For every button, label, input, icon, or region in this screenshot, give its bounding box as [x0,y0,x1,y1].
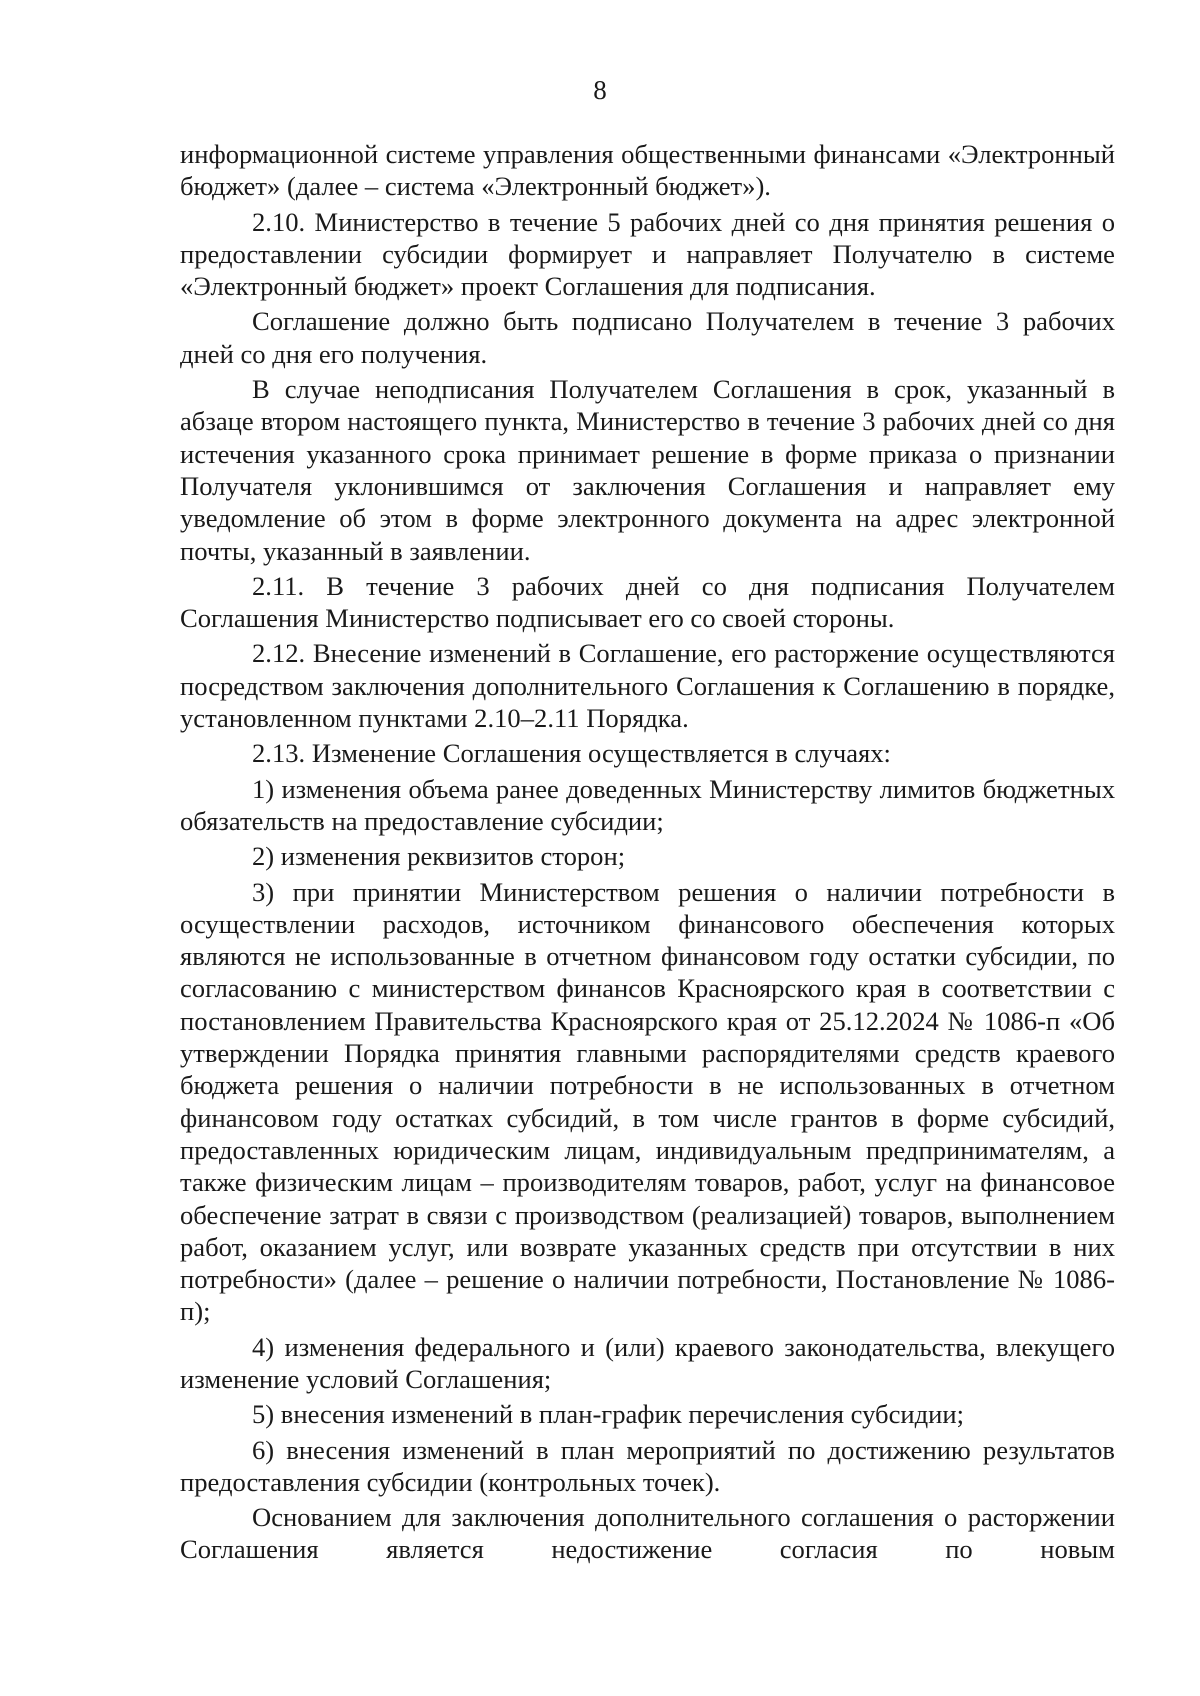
paragraph-termination-basis: Основанием для заключения дополнительного соглашения о расторжении Соглашения является недостижение согласия по новым [180,1502,1115,1565]
list-item-1: 1) изменения объема ранее доведенных Министерству лимитов бюджетных обязательств на предоставление субсидии; [180,773,1115,836]
paragraph-system-name: информационной системе управления общественными финансами «Электронный бюджет» (далее – система «Электронный бюджет»). [180,139,1115,202]
page-number: 8 [593,75,607,105]
list-item-5: 5) внесения изменений в план-график перечисления субсидии; [252,1399,964,1430]
list-item-3: 3) при принятии Министерством решения о наличии потребности в осуществлении расходов, источником финансового обеспечения которых являются не использованные в отчетном финансовом году остатки субсидии, по согласованию с министерством финансов Красноярского края в соответствии с постановлением Правительства Красноярского края от 25.12.2024 № 1086-п «Об утверждении Порядка принятия главными распорядителями средств краевого бюджета решения о наличии потребности в не использованных в отчетном финансовом году остатках субсидий, в том числе грантов в форме субсидий, предоставленных юридическим лицам, индивидуальным предпринимателям, а также физическим лицам – производителям товаров, работ, услуг на финансовое обеспечение затрат в связи с производством (реализацией) товаров, выполнением работ, оказанием услуг, или возврате указанных средств при отсутствии в них потребности» (далее – решение о наличии потребности, Постановление № 1086-п); [180,876,1115,1327]
paragraph-2-12: 2.12. Внесение изменений в Соглашение, его расторжение осуществляются посредством заключения дополнительного Соглашения к Соглашению в порядке, установленном пунктами 2.10–2.11 Порядка. [180,638,1115,734]
paragraph-signing-term: Соглашение должно быть подписано Получателем в течение 3 рабочих дней со дня его получения. [180,306,1115,369]
paragraph-2-13: 2.13. Изменение Соглашения осуществляется в случаях: [252,738,891,769]
list-item-6: 6) внесения изменений в план мероприятий по достижению результатов предоставления субсидии (контрольных точек). [180,1434,1115,1497]
list-item-2: 2) изменения реквизитов сторон; [252,841,626,872]
list-item-4: 4) изменения федерального и (или) краевого законодательства, влекущего изменение условий Соглашения; [180,1331,1115,1394]
paragraph-2-10: 2.10. Министерство в течение 5 рабочих дней со дня принятия решения о предоставлении субсидии формирует и направляет Получателю в системе «Электронный бюджет» проект Соглашения для подписания. [180,206,1115,302]
document-body [180,138,1115,1566]
paragraph-2-11: 2.11. В течение 3 рабочих дней со дня подписания Получателем Соглашения Министерство подписывает его со своей стороны. [180,570,1115,634]
paragraph-non-signing: В случае неподписания Получателем Соглашения в срок, указанный в абзаце втором настоящего пункта, Министерство в течение 3 рабочих дней со дня истечения указанного срока принимает решение в форме приказа о признании Получателя уклонившимся от заключения Соглашения и направляет ему уведомление об этом в форме электронного документа на адрес электронной почты, указанный в заявлении. [180,374,1115,566]
